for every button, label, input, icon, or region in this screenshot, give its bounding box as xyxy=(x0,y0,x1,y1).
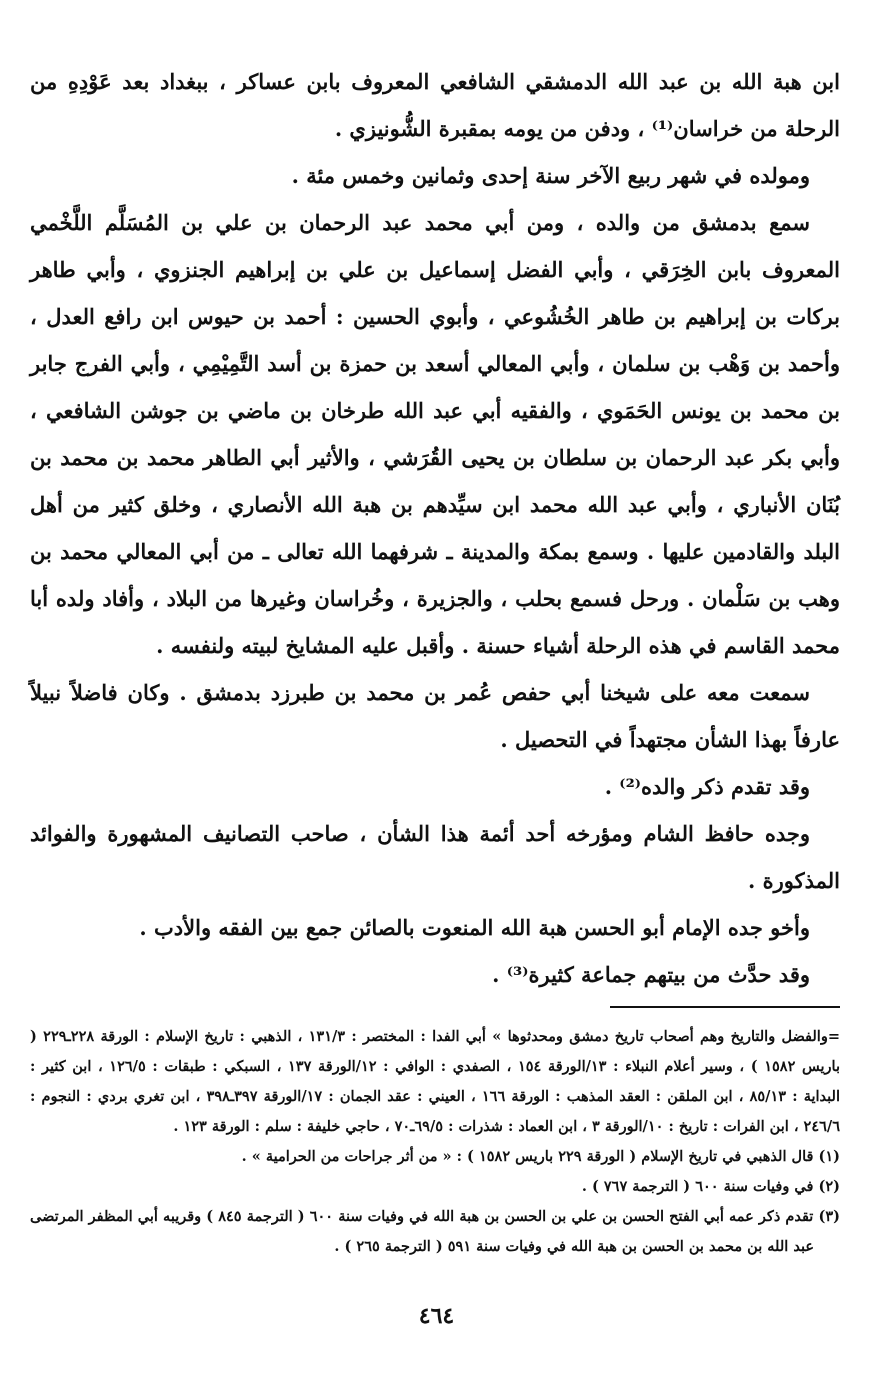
paragraph-4: سمعت معه على شيخنا أبي حفص عُمر بن محمد بن طبرزد بدمشق . وكان فاضلاً نبيلاً عارفاً بهذا الشأن مجتهداً في التحصيل . xyxy=(30,680,840,752)
paragraph-2: ومولده في شهر ربيع الآخر سنة إحدى وثمانين وخمس مئة . xyxy=(291,163,810,188)
paragraph-1: ابن هبة الله بن عبد الله الدمشقي الشافعي المعروف بابن عساكر ، ببغداد بعد عَوْدِهِ من الرحلة من خراسان⁽¹⁾ ، ودفن من يومه بمقبرة الشُّونيزي . xyxy=(30,69,840,141)
page-number: ٤٦٤ xyxy=(418,1303,455,1329)
footnote-separator xyxy=(610,1006,840,1008)
paragraph-3: سمع بدمشق من والده ، ومن أبي محمد عبد الرحمان بن علي بن المُسَلَّم اللَّخْمي المعروف بابن الخِرَقي ، وأبي الفضل إسماعيل بن علي بن إبراهيم الجنزوي ، وأبي طاهر بركات بن إبراهيم بن طاهر الخُشُوعي ، وأبوي الحسين : أحمد بن حيوس ابن رافع العدل ، وأحمد بن وَهْب بن سلمان ، وأبي المعالي أسعد بن حمزة بن أسد التَّمِيْمِي ، وأبي الفرج جابر بن محمد بن يونس الحَمَوي ، والفقيه أبي عبد الله طرخان بن ماضي بن جوشن الشافعي ، وأبي بكر عبد الرحمان بن سلطان بن يحيى القُرَشي ، والأثير أبي الطاهر محمد بن محمد بن بُنَان الأنباري ، وأبي عبد الله محمد ابن سيِّدهم بن هبة الله الأنصاري ، وخلق كثير من أهل البلد والقادمين عليها . وسمع بمكة والمدينة ـ شرفهما الله تعالى ـ من أبي المعالي محمد بن وهب بن سَلْمان . ورحل فسمع بحلب ، والجزيرة ، وخُراسان وغيرها من البلاد ، وأفاد ولده أبا محمد القاسم في هذه الرحلة أشياء حسنة . وأقبل عليه المشايخ لبيته ولنفسه . xyxy=(30,210,840,658)
paragraph-6: وجده حافظ الشام ومؤرخه أحد أئمة هذا الشأن ، صاحب التصانيف المشهورة والفوائد المذكورة . xyxy=(30,821,840,893)
footnote-3: (٣) تقدم ذكر عمه أبي الفتح الحسن بن علي بن الحسن بن هبة الله في وفيات سنة ٦٠٠ ( الترجمة ٨٤٥ ) وقريبه أبي المظفر المرتضى عبد الله بن محمد بن الحسن بن هبة الله في وفيات سنة ٥٩١ ( الترجمة ٢٦٥ ) . xyxy=(30,1208,840,1255)
footnote-1: (١) قال الذهبي في تاريخ الإسلام ( الورقة ٢٢٩ باريس ١٥٨٢ ) : « من أثر جراحات من الحرامية » . xyxy=(241,1148,840,1165)
paragraph-8: وقد حدَّث من بيتهم جماعة كثيرة⁽³⁾ . xyxy=(492,962,810,987)
footnote-continuation: =والفضل والتاريخ وهم أصحاب تاريخ دمشق ومحدثوها » أبي الفدا : المختصر : ١٣١/٣ ، الذهبي : تاريخ الإسلام : الورقة ٢٢٨ـ٢٢٩ ( باريس ١٥٨٢ ) ، وسير أعلام النبلاء : ١٣/الورقة ١٥٤ ، الصفدي : الوافي : ١٢/الورقة ١٣٧ ، السبكي : طبقات : ١٢٦/٥ ، ابن كثير : البداية : ٨٥/١٣ ، ابن الملقن : العقد المذهب : الورقة ١٦٦ ، العيني : عقد الجمان : ١٧/الورقة ٣٩٧ـ٣٩٨ ، ابن تغري بردي : النجوم : ٢٤٦/٦ ، ابن الفرات : تاريخ : ١٠/الورقة ٣ ، ابن العماد : شذرات : ٦٩/٥ـ٧٠ ، حاجي خليفة : سلم : الورقة ١٢٣ . xyxy=(30,1028,840,1135)
footnote-2: (٢) في وفيات سنة ٦٠٠ ( الترجمة ٧٦٧ ) . xyxy=(581,1178,840,1195)
paragraph-7: وأخو جده الإمام أبو الحسن هبة الله المنعوت بالصائن جمع بين الفقه والأدب . xyxy=(139,915,810,940)
footnotes xyxy=(30,1022,840,1262)
page-content xyxy=(30,58,840,1262)
main-text xyxy=(30,58,840,998)
paragraph-5: وقد تقدم ذكر والده⁽²⁾ . xyxy=(604,774,810,799)
